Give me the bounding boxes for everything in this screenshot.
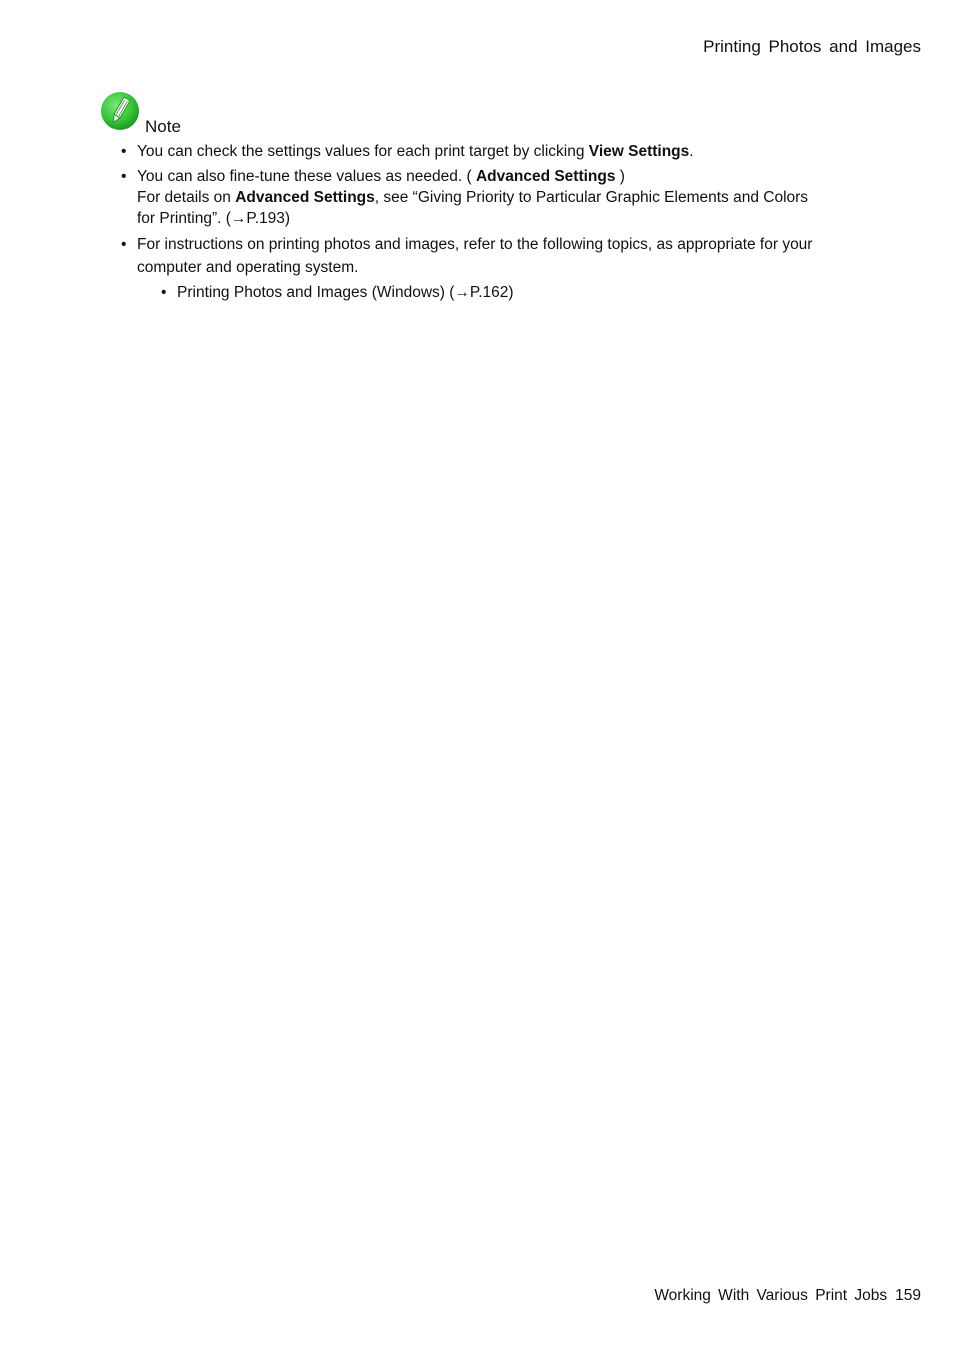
advanced-settings-term: Advanced Settings: [235, 189, 375, 206]
paren-close: ): [615, 168, 625, 185]
page-footer: [654, 1287, 921, 1305]
page-reference-link[interactable]: (→P.162): [444, 284, 514, 301]
item-text: for Printing”.: [137, 210, 222, 227]
item-text: You can check the settings values for each print target by clicking: [137, 143, 589, 160]
item-text: For details on: [137, 189, 236, 206]
item-text: You can also fine-tune these values as needed.: [137, 168, 463, 185]
list-item: [121, 166, 856, 229]
running-header: Printing Photos and Images: [703, 37, 921, 56]
view-settings-term: View Settings: [588, 143, 690, 160]
footer-chapter: Working With Various Print Jobs: [654, 1287, 888, 1304]
page-reference-link[interactable]: (→P.193): [221, 210, 291, 227]
note-label: Note: [145, 117, 181, 136]
item-text: For instructions on printing photos and images, refer to the following topics, as appropriate for your computer and operating system.: [137, 236, 813, 276]
pencil-note-icon: [100, 91, 142, 133]
advanced-settings-term: Advanced Settings: [475, 168, 616, 185]
item-text: .: [689, 143, 694, 160]
note-list: [121, 141, 856, 308]
sub-list-item: [161, 281, 856, 304]
sub-item-text: Printing Photos and Images (Windows): [177, 284, 445, 301]
paren-open: (: [462, 168, 476, 185]
sub-list: [161, 281, 856, 304]
note-box: [100, 91, 860, 301]
item-text: , see “Giving Priority to Particular Graphic Elements and Colors: [374, 189, 809, 206]
list-item: [121, 233, 856, 304]
page-number: 159: [895, 1287, 921, 1304]
note-heading: [100, 91, 860, 139]
list-item: [121, 141, 856, 162]
